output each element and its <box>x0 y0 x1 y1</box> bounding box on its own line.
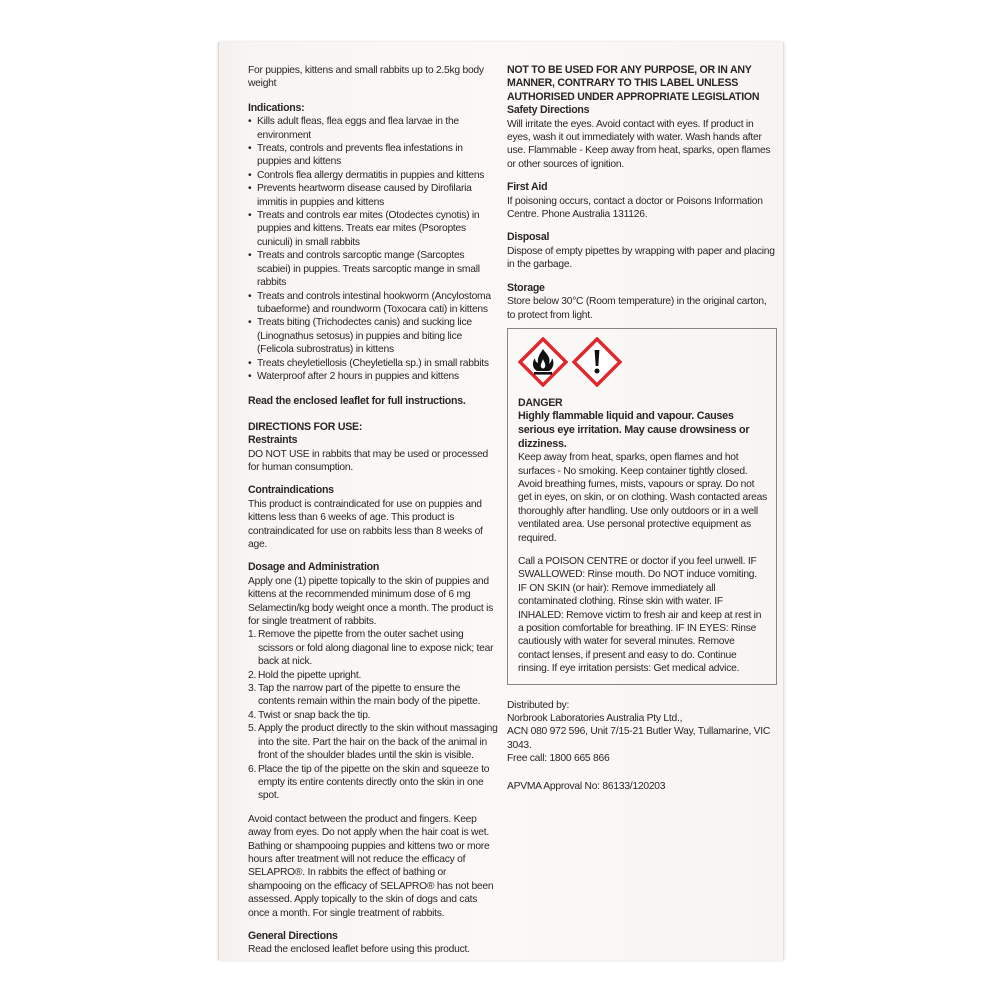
list-item <box>248 628 498 668</box>
storage-heading: Storage <box>507 281 545 294</box>
step-number: 1. <box>248 629 257 641</box>
disposal-heading: Disposal <box>507 231 550 244</box>
danger-signal-word: DANGER <box>518 396 563 409</box>
general-directions-text: Read the enclosed leaflet before using this product. <box>248 944 470 956</box>
hazard-statements: Highly flammable liquid and vapour. Causes serious eye irritation. May cause drowsiness or dizziness. <box>518 410 750 450</box>
step-text: Apply the product directly to the skin without massaging into the site. Part the hair on the back of the animal in front of the shoulder blades until the skin is visible. <box>258 723 498 762</box>
administration-steps <box>248 628 498 802</box>
list-item: • Kills adult fleas, flea eggs and flea larvae in the environment <box>248 115 498 142</box>
step-text: Tap the narrow part of the pipette to ensure the contents remain within the main body of the pipette. <box>258 683 481 708</box>
step-number: 2. <box>248 669 257 681</box>
avoid-contact-text: Avoid contact between the product and fingers. Keep away from eyes. Do not apply when the hair coat is wet. Bathing or shampooing puppies and kittens two or more hours after treatment will not reduce the efficacy of SELAPRO®. In rabbits the effect of bathing or shampooing on the efficacy of SELAPRO® has not been assessed. Apply topically to the skin of dogs and cats once a month. For single treatment of rabbits. <box>248 813 494 919</box>
directions-heading: DIRECTIONS FOR USE: <box>248 420 363 433</box>
step-text: Place the tip of the pipette on the skin and squeeze to empty its entire contents directly onto the skin in one spot. <box>258 763 490 802</box>
storage-text: Store below 30°C (Room temperature) in the original carton, to protect from light. <box>507 296 767 321</box>
read-leaflet-note: Read the enclosed leaflet for full instructions. <box>248 395 466 408</box>
list-item: • Treats and controls sarcoptic mange (Sarcoptes scabiei) in puppies. Treats sarcoptic mange in small rabbits <box>248 249 498 289</box>
safety-text: Will irritate the eyes. Avoid contact with eyes. If product in eyes, wash it out immediately with water. Wash hands after use. Flammable - Keep away from heat, sparks, open flames or other sources of ignition. <box>507 118 771 170</box>
poison-response-text: Call a POISON CENTRE or doctor if you feel unwell. IF SWALLOWED: Rinse mouth. Do NOT induce vomiting. IF ON SKIN (or hair): Remove immediately all contaminated clothing. Rinse skin with water. IF INHALED: Remove victim to fresh air and keep at rest in a position comfortable for breathing. IF IN EYES: Rinse cautiously with water for several minutes. Remove contact lenses, if present and easy to do. Continue rinsing. If eye irritation persists: Get medical advice. <box>518 555 762 675</box>
step-number: 4. <box>248 709 257 721</box>
list-item: • Controls flea allergy dermatitis in puppies and kittens <box>248 169 498 182</box>
disposal-text: Dispose of empty pipettes by wrapping with paper and placing in the garbage. <box>507 245 775 271</box>
list-item: • Treats cheyletiellosis (Cheyletiella sp.) in small rabbits <box>248 357 498 370</box>
contraindications-text: This product is contraindicated for use on puppies and kittens less than 6 weeks of age. This product is contraindicated for use on rabbits less than 8 weeks of age. <box>248 498 483 550</box>
safety-heading: Safety Directions <box>507 104 590 117</box>
dosage-text: Apply one (1) pipette topically to the skin of puppies and kittens at the recommended minimum dose of 6 mg Selamectin/kg body weight once a month. The product is for single treatment of rabbits. <box>248 575 494 628</box>
first-aid-heading: First Aid <box>507 181 548 194</box>
dosage-heading: Dosage and Administration <box>248 561 380 574</box>
list-item <box>248 682 498 709</box>
exclamation-pictogram-icon <box>572 337 622 387</box>
ghs-pictograms <box>518 337 768 387</box>
first-aid-text: If poisoning occurs, contact a doctor or Poisons Information Centre. Phone Australia 131126. <box>507 195 763 221</box>
apvma-approval: APVMA Approval No: 86133/120203 <box>507 780 666 792</box>
list-item <box>248 722 498 762</box>
list-item <box>248 763 498 803</box>
list-item: • Waterproof after 2 hours in puppies and kittens <box>248 370 498 383</box>
distributor-name: Norbrook Laboratories Australia Pty Ltd., <box>507 713 683 724</box>
step-text: Twist or snap back the tip. <box>258 709 371 721</box>
contraindications-heading: Contraindications <box>248 484 334 497</box>
step-number: 5. <box>248 723 257 735</box>
restraints-heading: Restraints <box>248 434 298 447</box>
distributor-address: ACN 080 972 596, Unit 7/15-21 Butler Way, Tullamarine, VIC 3043. <box>507 726 771 751</box>
list-item: • Prevents heartworm disease caused by Dirofilaria immitis in puppies and kittens <box>248 182 498 209</box>
step-number: 6. <box>248 763 257 775</box>
right-column <box>507 64 775 793</box>
list-item: • Treats, controls and prevents flea infestations in puppies and kittens <box>248 142 498 169</box>
list-item: • Treats and controls intestinal hookworm (Ancylostoma tubaeforme) and roundworm (Toxocara cati) in kittens <box>248 290 498 317</box>
list-item <box>248 669 498 682</box>
precautionary-text: Keep away from heat, sparks, open flames and hot surfaces - No smoking. Keep container tightly closed. Avoid breathing fumes, mists, vapours or spray. Do not get in eyes, on skin, or on clothing. Wash contacted areas thoroughly after handling. Use only outdoors or in a well ventilated area. Use personal protective equipment as required. <box>518 452 767 544</box>
ghs-danger-box <box>507 328 777 685</box>
step-number: 3. <box>248 683 257 695</box>
intro-text: For puppies, kittens and small rabbits up to 2.5kg body weight <box>248 65 484 90</box>
list-item: • Treats biting (Trichodectes canis) and sucking lice (Linognathus setosus) in puppies and biting lice (Felicola subrostratus) in kittens <box>248 316 498 356</box>
step-text: Remove the pipette from the outer sachet using scissors or fold along diagonal line to expose nick; tear back at nick. <box>258 629 494 668</box>
indications-list <box>248 115 498 383</box>
step-text: Hold the pipette upright. <box>258 669 362 681</box>
list-item: • Treats and controls ear mites (Otodectes cynotis) in puppies and kittens. Treats ear mites (Psoroptes cuniculi) in small rabbits <box>248 209 498 249</box>
indications-heading: Indications: <box>248 101 305 114</box>
flame-pictogram-icon <box>518 337 568 387</box>
list-item <box>248 709 498 722</box>
general-directions-heading: General Directions <box>248 929 338 942</box>
freecall-number: Free call: 1800 665 866 <box>507 753 610 765</box>
legislation-warning: NOT TO BE USED FOR ANY PURPOSE, OR IN ANY MANNER, CONTRARY TO THIS LABEL UNLESS AUTHORISED UNDER APPROPRIATE LEGISLATION <box>507 64 760 103</box>
restraints-text: DO NOT USE in rabbits that may be used or processed for human consumption. <box>248 448 489 473</box>
left-column <box>248 64 498 957</box>
distributed-by-label: Distributed by: <box>507 699 570 711</box>
